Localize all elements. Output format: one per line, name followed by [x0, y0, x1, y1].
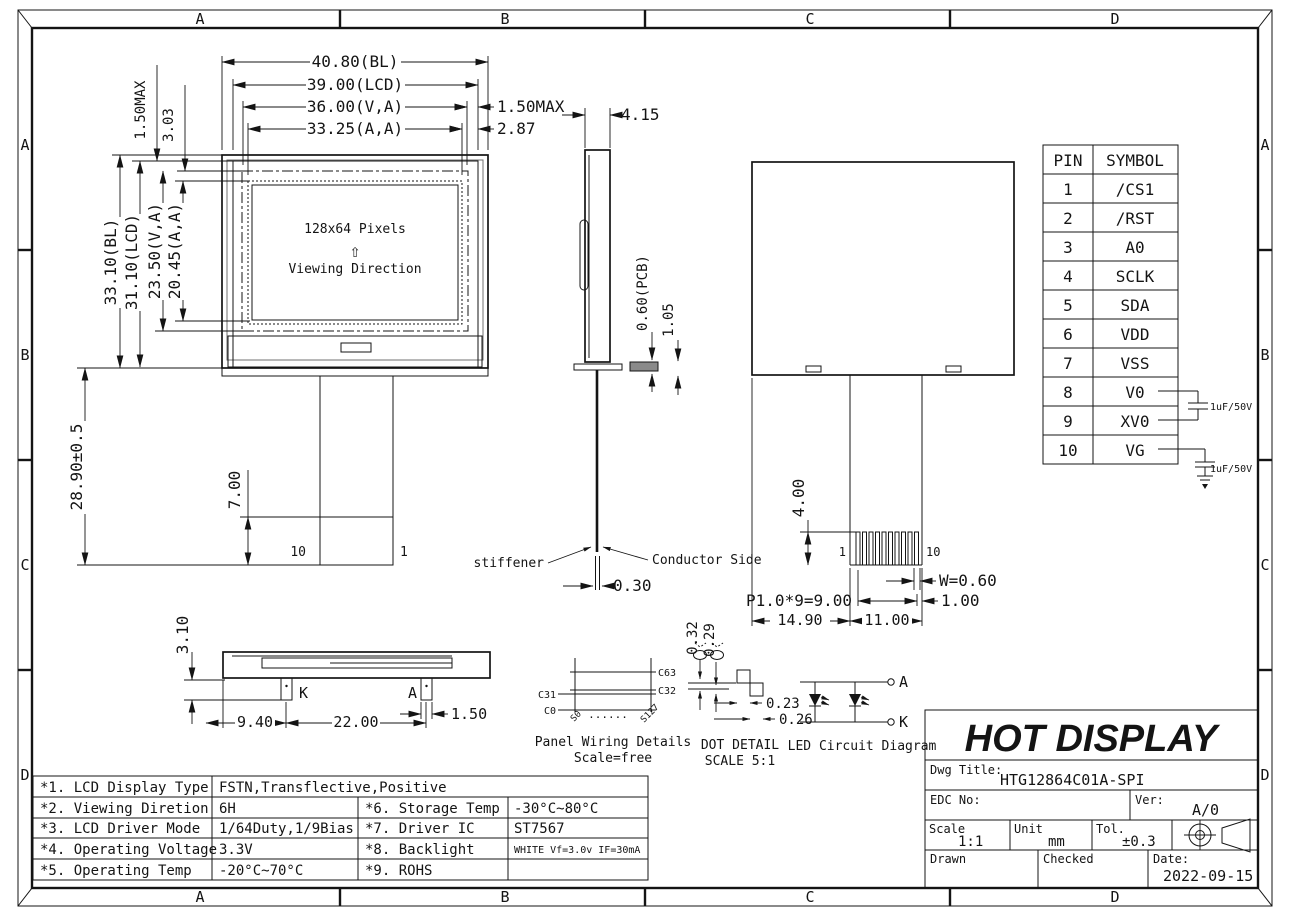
- pin-number: 8: [1063, 383, 1073, 402]
- checked-label: Checked: [1043, 852, 1094, 866]
- pin-number: 7: [1063, 354, 1073, 373]
- back-view: [746, 162, 1014, 629]
- side-view: [474, 105, 762, 595]
- dim-thickness: 4.15: [621, 105, 660, 124]
- zone-label-bottom-d: D: [1110, 888, 1120, 906]
- pin-number: 3: [1063, 238, 1073, 257]
- zone-label-right-a: A: [1260, 136, 1270, 154]
- conductor-side-label: Conductor Side: [652, 553, 762, 568]
- viewing-direction-arrow-icon: ⇧: [349, 241, 361, 262]
- wiring-label-c32: C32: [658, 686, 677, 697]
- version-label: Ver:: [1135, 793, 1164, 807]
- tolerance-label: Tol.: [1096, 822, 1125, 836]
- led-anode-label: A: [899, 673, 909, 691]
- dim-height-va: 23.50(V,A): [145, 202, 164, 300]
- dot-detail-title: DOT DETAIL: [700, 738, 780, 753]
- dim-tail: 7.00: [225, 470, 244, 510]
- back-body-outline: [752, 162, 1014, 375]
- spec-value: 1/64Duty,1/9Bias: [219, 821, 354, 837]
- spec-label: *7. Driver IC: [365, 821, 475, 837]
- scale-label: Scale: [929, 822, 966, 836]
- fpc-tail: [320, 376, 393, 517]
- dim-fpc: 0.30: [613, 576, 652, 595]
- zone-label-left-d: D: [20, 766, 30, 784]
- dim-edge-287: 2.87: [497, 119, 536, 138]
- spec-value: ST7567: [514, 821, 565, 837]
- pin-symbol: XV0: [1120, 412, 1150, 431]
- wiring-label-s127: S127: [639, 702, 662, 726]
- spec-value: FSTN,Transflective,Positive: [219, 780, 447, 796]
- pin-table: [1043, 145, 1252, 489]
- glass-bottom-edge: [222, 368, 488, 376]
- anode-pin: [421, 678, 432, 700]
- pin-symbol: V0: [1125, 383, 1145, 402]
- cathode-label: K: [299, 684, 309, 702]
- fpc-tail-contact: [320, 517, 393, 565]
- spec-label: *3. LCD Driver Mode: [40, 821, 201, 837]
- spec-value: -30°C~80°C: [514, 801, 599, 817]
- company-logo: HOT DISPLAY: [964, 718, 1218, 760]
- front-pin10-label: 10: [290, 545, 306, 560]
- back-pin10-label: 10: [926, 545, 941, 559]
- cathode-terminal: [888, 719, 894, 725]
- title-block: [925, 710, 1258, 888]
- zone-label-top-a: A: [195, 10, 205, 28]
- date-value: 2022-09-15: [1163, 867, 1254, 885]
- pin-table-header-pin: PIN: [1053, 151, 1083, 170]
- dim-width-aa: 33.25(A,A): [306, 119, 404, 138]
- zone-label-top-c: C: [805, 10, 815, 28]
- spec-label: *6. Storage Temp: [365, 801, 500, 817]
- capacitor-value-bottom: 1uF/50V: [1210, 464, 1253, 475]
- pin-number: 2: [1063, 209, 1073, 228]
- pin-number: 9: [1063, 412, 1073, 431]
- pin-symbol: VG: [1125, 441, 1145, 460]
- anode-label: A: [407, 684, 417, 702]
- pin-number: 1: [1063, 180, 1073, 199]
- spec-label: *2. Viewing Diretion: [40, 801, 209, 817]
- pin-table-rows: [1058, 180, 1154, 460]
- dim-height-bl: 33.10(BL): [101, 218, 120, 306]
- spec-label: *9. ROHS: [365, 863, 433, 879]
- led-icon: [849, 694, 861, 706]
- dim-pin-w: 1.50: [451, 705, 488, 723]
- spec-label: *1. LCD Display Type: [40, 780, 209, 796]
- dot-detail-scale: SCALE 5:1: [704, 754, 776, 769]
- dim-top-max: 1.50MAX: [133, 80, 149, 140]
- unit-value: mm: [1048, 834, 1065, 850]
- zone-label-right-c: C: [1260, 556, 1270, 574]
- pin-number: 10: [1058, 441, 1078, 460]
- panel-wiring-title: Panel Wiring Details: [534, 735, 692, 750]
- pin-symbol: SDA: [1120, 296, 1150, 315]
- zone-label-bottom-b: B: [500, 888, 510, 906]
- pin-number: 6: [1063, 325, 1073, 344]
- tolerance-value: ±0.3: [1122, 834, 1156, 850]
- edc-no-label: EDC No:: [930, 793, 981, 807]
- dwg-title-label: Dwg Title:: [930, 763, 1003, 777]
- zone-label-right-d: D: [1260, 766, 1270, 784]
- spec-value: 3.3V: [219, 842, 253, 858]
- zone-label-top-d: D: [1110, 10, 1120, 28]
- wiring-label-c31: C31: [537, 690, 556, 701]
- zone-label-left-b: B: [20, 346, 30, 364]
- wiring-label-s0: S0: [569, 709, 584, 725]
- zone-label-bottom-a: A: [195, 888, 205, 906]
- zone-label-bottom-c: C: [805, 888, 815, 906]
- led-icon: [809, 694, 821, 706]
- projection-symbol-icon: [1184, 819, 1250, 852]
- dim-width-va: 36.00(V,A): [306, 97, 404, 116]
- capacitor-circuit-vg: [1158, 449, 1252, 489]
- viewing-direction-label: Viewing Direction: [288, 262, 422, 277]
- front-view: [222, 155, 488, 565]
- dim-pin-height: 3.10: [173, 615, 192, 655]
- anode-terminal: [888, 679, 894, 685]
- pin-symbol: A0: [1125, 238, 1145, 257]
- dim-height-aa: 20.45(A,A): [165, 202, 184, 300]
- pin-number: 4: [1063, 267, 1073, 286]
- dim-total: 1.05: [661, 303, 677, 337]
- scale-value: 1:1: [958, 834, 984, 850]
- dim-height-lcd: 31.10(LCD): [122, 213, 141, 311]
- dim-contact: 4.00: [789, 478, 808, 518]
- back-hole-right: [946, 366, 961, 372]
- zone-label-left-c: C: [20, 556, 30, 574]
- back-pin1-label: 1: [838, 545, 846, 559]
- pin-symbol: VDD: [1120, 325, 1150, 344]
- ground-icon: [1202, 484, 1208, 489]
- front-pin1-label: 1: [400, 545, 408, 560]
- bottom-view: [173, 616, 490, 731]
- pixels-label: 128x64 Pixels: [304, 222, 406, 237]
- spec-value: WHITE Vf=3.0v IF=30mA: [514, 845, 641, 856]
- panel-wiring-scale: Scale=free: [573, 751, 653, 766]
- pin-symbol: SCLK: [1115, 267, 1155, 286]
- dot-dim-026: 0.26: [779, 712, 813, 728]
- spec-value: -20°C~70°C: [219, 863, 304, 879]
- date-label: Date:: [1153, 852, 1190, 866]
- capacitor-value-top: 1uF/50V: [1210, 402, 1253, 413]
- dim-total-height: 28.90±0.5: [67, 423, 86, 511]
- pin-symbol: VSS: [1120, 354, 1150, 373]
- front-view-dimensions: [67, 52, 565, 565]
- pin-symbol: /RST: [1115, 209, 1155, 228]
- wiring-label-c0: C0: [543, 706, 556, 717]
- pin-number: 5: [1063, 296, 1073, 315]
- pin-table-header-symbol: SYMBOL: [1106, 151, 1164, 170]
- dim-pin-width: W=0.60: [939, 571, 997, 590]
- zone-label-left-a: A: [20, 136, 30, 154]
- spec-value: 6H: [219, 801, 236, 817]
- dim-edge-max: 1.50MAX: [497, 97, 565, 116]
- dot-square-2: [750, 683, 763, 696]
- dim-fpc-pos: 14.90: [777, 611, 823, 629]
- drawn-label: Drawn: [930, 852, 967, 866]
- wiring-label-c63: C63: [658, 668, 677, 679]
- pin-symbol: /CS1: [1115, 180, 1155, 199]
- dot-dim-023: 0.23: [766, 696, 800, 712]
- panel-wiring-detail: [535, 658, 692, 766]
- spec-label: *8. Backlight: [365, 842, 475, 858]
- version-value: A/0: [1192, 801, 1220, 819]
- dim-pcb: 0.60(PCB): [635, 255, 651, 331]
- stiffener-label: stiffener: [473, 556, 544, 571]
- unit-label: Unit: [1014, 822, 1043, 836]
- dim-top-303: 3.03: [161, 108, 177, 142]
- dim-k-pos: 9.40: [236, 713, 274, 731]
- dim-width-lcd: 39.00(LCD): [306, 75, 404, 94]
- led-cathode-label: K: [899, 713, 909, 731]
- dim-ka: 22.00: [333, 713, 379, 731]
- spec-label: *4. Operating Voltage: [40, 842, 218, 858]
- dim-width-bl: 40.80(BL): [311, 52, 399, 71]
- dot-dim-029: 0.29: [702, 623, 718, 657]
- fpc-cross-section: [630, 362, 658, 371]
- dwg-title-value: HTG12864C01A-SPI: [1000, 771, 1145, 789]
- back-hole-left: [806, 366, 821, 372]
- spec-table: [33, 776, 648, 880]
- led-circuit-title: LED Circuit Diagram: [787, 739, 937, 754]
- bezel-slot: [341, 343, 371, 352]
- zone-label-top-b: B: [500, 10, 510, 28]
- side-bump: [580, 220, 588, 290]
- fpc-pin-comb: [856, 532, 919, 565]
- dot-square-1: [737, 670, 750, 683]
- dim-fpc-width: 11.00: [864, 611, 910, 629]
- dim-pitch: P1.0*9=9.00: [746, 591, 852, 610]
- dot-dim-032: 0.32: [685, 621, 701, 655]
- spec-label: *5. Operating Temp: [40, 863, 192, 879]
- dim-margin: 1.00: [941, 591, 980, 610]
- cathode-pin: [281, 678, 292, 700]
- wiring-dots: ......: [588, 708, 628, 721]
- zone-label-right-b: B: [1260, 346, 1270, 364]
